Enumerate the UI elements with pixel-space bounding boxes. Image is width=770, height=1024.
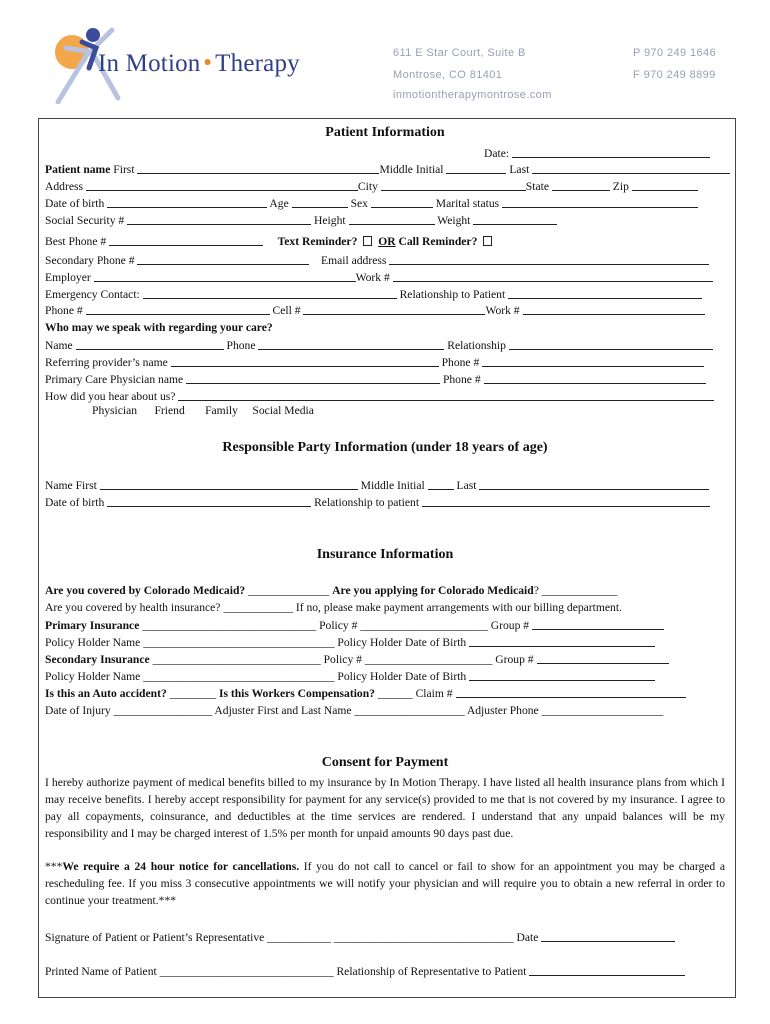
weight-field[interactable] (473, 213, 557, 225)
auto-accident-row: Is this an Auto accident? ________ Is this Workers Compensation? ______ Claim # (45, 686, 686, 701)
first-name-field[interactable] (137, 162, 379, 174)
responsible-name-row: Name First Middle Initial Last (45, 478, 709, 493)
secondary-policy-field[interactable]: ______________________ (364, 653, 493, 666)
date-field[interactable] (512, 146, 710, 158)
secondary-insurance-field[interactable]: _____________________________ (152, 653, 321, 666)
responsible-party-title: Responsible Party Information (under 18 years of age) (222, 440, 548, 455)
employer-field[interactable] (94, 270, 356, 282)
applying-medicaid-field[interactable]: _____________ (541, 584, 618, 597)
height-field[interactable] (349, 213, 435, 225)
responsible-dob-row: Date of birth Relationship to patient (45, 495, 710, 510)
signature-row: Signature of Patient or Patient’s Representative ___________ _______________________________ Date (45, 930, 675, 945)
responsible-relationship-field[interactable] (422, 495, 710, 507)
secondary-insurance-row: Secondary Insurance _____________________________ Policy # ______________________ Group # (45, 652, 669, 667)
age-field[interactable] (292, 196, 348, 208)
secondary-phone-row: Secondary Phone # Email address (45, 253, 709, 268)
fax-number: F 970 249 8899 (633, 69, 716, 81)
printed-name-field[interactable]: ______________________________ (159, 965, 334, 978)
pcp-field[interactable] (186, 372, 440, 384)
phone-number: P 970 249 1646 (633, 47, 717, 59)
patient-information-title: Patient Information (325, 125, 445, 140)
referring-phone-field[interactable] (482, 355, 704, 367)
referring-provider-field[interactable] (171, 355, 439, 367)
cell-field[interactable] (303, 303, 485, 315)
printed-name-row: Printed Name of Patient ______________________________ Relationship of Representative to Patient (45, 964, 685, 979)
adjuster-phone-field[interactable]: _____________________ (541, 704, 664, 717)
date-row: Date: (484, 146, 710, 161)
primary-insurance-field[interactable]: ______________________________ (142, 619, 317, 632)
contact-phone-field[interactable] (258, 338, 444, 350)
insurance-title: Insurance Information (316, 547, 454, 562)
best-phone-row: Best Phone # Text Reminder? OR Call Reminder? (45, 234, 495, 249)
sex-field[interactable] (371, 196, 433, 208)
speak-contact-row: Name Phone Relationship (45, 338, 713, 353)
consent-paragraph: I hereby authorize payment of medical benefits billed to my insurance by In Motion Therapy. I have listed all health insurance plans from which I may receive benefits. I hereby accept responsibility for payment for any service(s) provided to me that is not covered by my insurance. I agree to pay all copayments, coinsurance, and deductibles at the time services are rendered. I understand that any unpaid balances will be my responsibility and I may be charged interest of 1.5% per month for unpaid amounts 90 days past due. (45, 776, 725, 840)
emergency-contact-row: Emergency Contact: Relationship to Patient (45, 287, 702, 302)
primary-holder-dob-field[interactable] (469, 635, 655, 647)
contact-relationship-field[interactable] (509, 338, 713, 350)
consent-title: Consent for Payment (321, 755, 449, 770)
dob-field[interactable] (107, 196, 267, 208)
patient-name-row: Patient name First Middle Initial Last (45, 162, 730, 177)
workers-comp-field[interactable]: ______ (377, 687, 413, 700)
address-field[interactable] (86, 179, 358, 191)
signature-date-field[interactable] (541, 930, 675, 942)
referring-row: Referring provider’s name Phone # (45, 355, 704, 370)
hear-options (92, 404, 314, 418)
emergency-relationship-field[interactable] (508, 287, 702, 299)
injury-date-field[interactable]: _________________ (113, 704, 213, 717)
medicaid-field[interactable]: ______________ (248, 584, 330, 597)
secondary-group-field[interactable] (537, 652, 669, 664)
pcp-phone-field[interactable] (484, 372, 706, 384)
adjuster-name-field[interactable]: ___________________ (354, 704, 465, 717)
health-insurance-row: Are you covered by health insurance? ____________ If no, please make payment arrangements with our billing department. (45, 601, 622, 614)
responsible-first-name-field[interactable] (100, 478, 358, 490)
hear-field[interactable] (178, 389, 714, 401)
who-speak-heading: Who may we speak with regarding your care? (45, 321, 273, 334)
hear-row: How did you hear about us? (45, 389, 714, 404)
website: inmotiontherapymontrose.com (393, 89, 552, 101)
primary-group-field[interactable] (532, 618, 664, 630)
work-phone-field[interactable] (523, 303, 705, 315)
email-field[interactable] (389, 253, 709, 265)
employer-work-phone-field[interactable] (393, 270, 713, 282)
signature-field[interactable]: ___________ _______________________________ (267, 931, 514, 944)
employer-row: Employer Work # (45, 270, 713, 285)
primary-policy-field[interactable]: ______________________ (360, 619, 488, 632)
primary-holder-name-field[interactable]: _________________________________ (143, 636, 335, 649)
best-phone-field[interactable] (109, 234, 263, 246)
letterhead (0, 0, 770, 115)
secondary-holder-row: Policy Holder Name _________________________________ Policy Holder Date of Birth (45, 669, 655, 684)
address-line-2: Montrose, CO 81401 (393, 69, 503, 81)
address-line-1: 611 E Star Court, Suite B (393, 47, 526, 59)
marital-status-field[interactable] (502, 196, 698, 208)
logo-wordmark: In Motion ● Therapy (98, 50, 300, 77)
responsible-last-name-field[interactable] (479, 478, 709, 490)
secondary-phone-field[interactable] (137, 253, 309, 265)
primary-insurance-row: Primary Insurance ______________________________ Policy # ______________________ Group # (45, 618, 664, 633)
secondary-holder-dob-field[interactable] (469, 669, 655, 681)
zip-field[interactable] (632, 179, 698, 191)
representative-relationship-field[interactable] (529, 964, 685, 976)
hear-option-friend[interactable]: Friend (154, 404, 185, 417)
call-reminder-checkbox[interactable] (483, 236, 492, 246)
middle-initial-field[interactable] (446, 162, 506, 174)
hear-option-social-media[interactable]: Social Media (252, 404, 314, 417)
secondary-holder-name-field[interactable]: _________________________________ (143, 670, 335, 683)
primary-holder-row: Policy Holder Name _________________________________ Policy Holder Date of Birth (45, 635, 655, 650)
city-field[interactable] (381, 179, 526, 191)
pcp-row: Primary Care Physician name Phone # (45, 372, 706, 387)
responsible-dob-field[interactable] (107, 495, 311, 507)
ssn-row: Social Security # Height Weight (45, 213, 557, 228)
address-row: Address City State Zip (45, 179, 698, 194)
emergency-contact-field[interactable] (143, 287, 397, 299)
responsible-middle-initial-field[interactable] (428, 478, 454, 490)
last-name-field[interactable] (532, 162, 730, 174)
contact-name-field[interactable] (76, 338, 224, 350)
claim-field[interactable] (456, 686, 686, 698)
health-insurance-field[interactable]: ____________ (223, 601, 293, 614)
cancellation-notice: ***We require a 24 hour notice for cancellations. If you do not call to cancel or fail to show for an appointment you may be charged a rescheduling fee. If you miss 3 consecutive appointments we will notify your physician and will require you to obtain a new referral in order to continue your treatment.*** (45, 860, 725, 907)
state-field[interactable] (552, 179, 610, 191)
medicaid-row: Are you covered by Colorado Medicaid? ______________ Are you applying for Colorado Medicaid? _____________ (45, 584, 618, 597)
dob-row: Date of birth Age Sex Marital status (45, 196, 698, 211)
phone-field[interactable] (86, 303, 270, 315)
ssn-field[interactable] (127, 213, 311, 225)
injury-row: Date of Injury _________________ Adjuster First and Last Name ___________________ Adjuster Phone _____________________ (45, 704, 664, 717)
text-reminder-checkbox[interactable] (363, 236, 372, 246)
auto-accident-field[interactable]: ________ (169, 687, 217, 700)
hear-option-physician[interactable]: Physician (92, 404, 138, 417)
hear-option-family[interactable]: Family (205, 404, 238, 417)
phone-row: Phone # Cell # Work # (45, 303, 705, 318)
